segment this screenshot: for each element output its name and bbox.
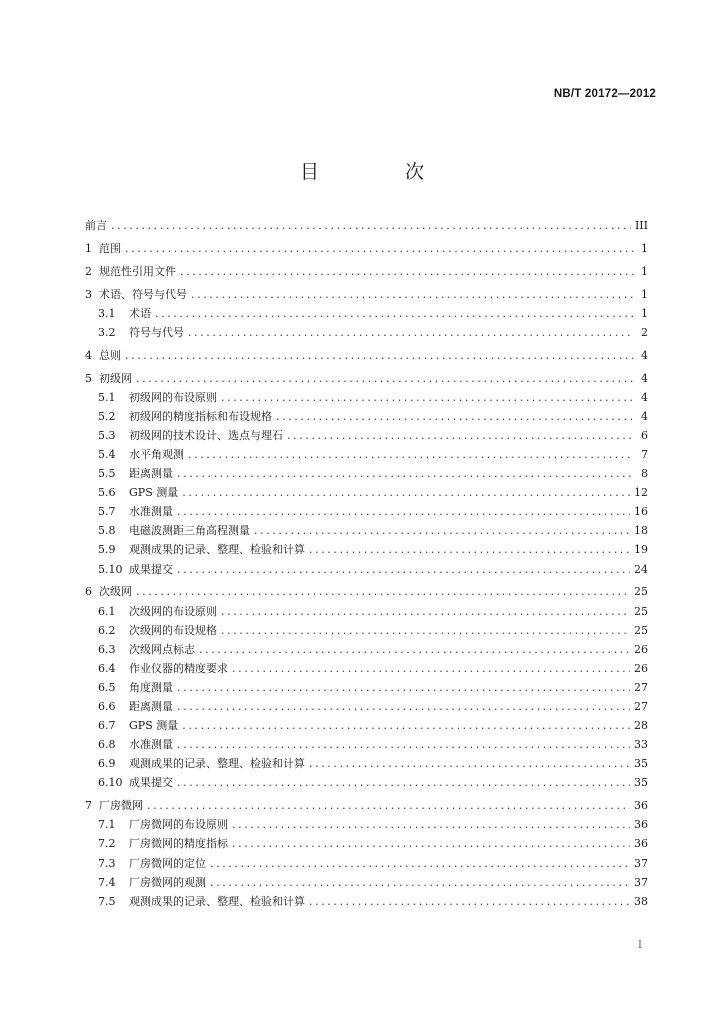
standard-code: NB/T 20172—2012 bbox=[553, 88, 656, 100]
toc-entry[interactable] bbox=[85, 217, 648, 236]
dot-leader bbox=[177, 467, 634, 480]
dot-leader bbox=[182, 719, 630, 732]
dot-leader bbox=[177, 563, 630, 576]
toc-entry-page: 25 bbox=[634, 585, 648, 599]
dot-leader bbox=[136, 585, 630, 598]
toc-entry-page: 38 bbox=[634, 894, 648, 908]
toc-entry-page: 1 bbox=[641, 306, 648, 320]
toc-entry-number: 7.2 bbox=[98, 837, 116, 851]
toc-entry-page: 35 bbox=[634, 776, 648, 790]
dot-leader bbox=[177, 738, 630, 751]
toc-entry[interactable] bbox=[85, 736, 648, 755]
toc-entry-label: 厂房微网的观测 bbox=[129, 875, 206, 889]
toc-entry-page: 4 bbox=[641, 348, 648, 362]
toc-entry-page: 8 bbox=[641, 467, 648, 481]
toc-entry-number: 6.2 bbox=[98, 623, 116, 637]
toc-entry-number: 5.3 bbox=[98, 428, 116, 442]
dot-leader bbox=[136, 372, 634, 385]
toc-entry-page: 26 bbox=[634, 642, 648, 656]
toc-entry-page: 19 bbox=[634, 543, 648, 557]
toc-entry-number: 5.9 bbox=[98, 543, 116, 557]
toc-entry-page: 33 bbox=[634, 738, 648, 752]
toc-entry-label: 观测成果的记录、整理、检验和计算 bbox=[129, 543, 305, 557]
toc-entry-number: 7 bbox=[85, 799, 92, 813]
toc-entry-label: 水准测量 bbox=[129, 738, 173, 752]
toc-entry-label: 术语 bbox=[129, 306, 151, 320]
toc-entry-number: 5.7 bbox=[98, 505, 116, 519]
toc-entry[interactable] bbox=[85, 603, 648, 622]
toc-entry[interactable] bbox=[85, 389, 648, 408]
dot-leader bbox=[177, 505, 630, 518]
toc-entry-page: 28 bbox=[634, 719, 648, 733]
toc-entry-page: 4 bbox=[641, 409, 648, 423]
toc-entry-page: 37 bbox=[634, 875, 648, 889]
dot-leader bbox=[155, 307, 634, 320]
toc-entry-number: 5.4 bbox=[98, 448, 116, 462]
toc-entry-label: 厂房微网的精度指标 bbox=[129, 837, 228, 851]
toc-entry-number: 5.1 bbox=[98, 390, 116, 404]
toc-entry[interactable] bbox=[85, 583, 648, 602]
toc-entry[interactable] bbox=[85, 446, 648, 465]
toc-entry-label: 作业仪器的精度要求 bbox=[129, 661, 228, 675]
toc-entry[interactable] bbox=[85, 816, 648, 835]
dot-leader bbox=[210, 857, 630, 870]
toc-entry-label: 观测成果的记录、整理、检验和计算 bbox=[129, 757, 305, 771]
toc-entry-label: 成果提交 bbox=[129, 776, 173, 790]
toc-entry-number: 7.4 bbox=[98, 875, 116, 889]
toc-entry[interactable] bbox=[85, 561, 648, 580]
toc-entry-number: 6.4 bbox=[98, 661, 116, 675]
toc-entry[interactable] bbox=[85, 774, 648, 793]
toc-entry-page: 4 bbox=[641, 371, 648, 385]
dot-leader bbox=[191, 288, 634, 301]
toc-entry[interactable] bbox=[85, 522, 648, 541]
toc-entry[interactable] bbox=[85, 660, 648, 679]
toc-entry[interactable] bbox=[85, 622, 648, 641]
dot-leader bbox=[177, 776, 630, 789]
toc-entry[interactable] bbox=[85, 679, 648, 698]
toc-entry-number: 6.6 bbox=[98, 700, 116, 714]
toc-entry[interactable] bbox=[85, 755, 648, 774]
toc-entry-label: 距离测量 bbox=[129, 467, 173, 481]
dot-leader bbox=[210, 876, 630, 889]
toc-entry[interactable] bbox=[85, 347, 648, 366]
toc-entry[interactable] bbox=[85, 465, 648, 484]
toc-entry[interactable] bbox=[85, 305, 648, 324]
dot-leader bbox=[111, 219, 631, 232]
toc-entry-page: 36 bbox=[634, 837, 648, 851]
toc-entry-page: 36 bbox=[634, 799, 648, 813]
toc-entry[interactable] bbox=[85, 324, 648, 343]
toc-entry-label: 厂房微网 bbox=[99, 799, 143, 813]
toc-entry-label: 电磁波测距三角高程测量 bbox=[129, 524, 250, 538]
dot-leader bbox=[287, 429, 634, 442]
dot-leader bbox=[125, 349, 634, 362]
dot-leader bbox=[180, 265, 634, 278]
toc-entry-number: 6.9 bbox=[98, 757, 116, 771]
toc-entry-label: 规范性引用文件 bbox=[99, 264, 176, 278]
toc-entry-number: 7.1 bbox=[98, 818, 116, 832]
dot-leader bbox=[309, 895, 630, 908]
toc-entry-label: 厂房微网的定位 bbox=[129, 856, 206, 870]
toc-entry-page: 1 bbox=[641, 241, 648, 255]
toc-entry-page: 16 bbox=[634, 505, 648, 519]
toc-entry-page: 7 bbox=[641, 448, 648, 462]
toc-entry-label: 初级网的精度指标和布设规格 bbox=[129, 409, 272, 423]
toc-entry-number: 6.1 bbox=[98, 604, 116, 618]
toc-entry-page: 27 bbox=[634, 700, 648, 714]
toc-entry-page: 26 bbox=[634, 661, 648, 675]
toc-entry-label: GPS 测量 bbox=[129, 719, 179, 733]
toc-entry-label: 初级网 bbox=[99, 371, 132, 385]
dot-leader bbox=[232, 818, 630, 831]
toc-entry-label: 距离测量 bbox=[129, 700, 173, 714]
toc-entry-page: 36 bbox=[634, 818, 648, 832]
toc-entry-label: 次级网的布设原则 bbox=[129, 604, 217, 618]
dot-leader bbox=[177, 700, 630, 713]
toc-entry-label: 术语、符号与代号 bbox=[99, 287, 187, 301]
toc-entry[interactable] bbox=[85, 408, 648, 427]
toc-entry-label: 次级网点标志 bbox=[129, 642, 195, 656]
toc-entry[interactable] bbox=[85, 286, 648, 305]
toc-entry-page: 1 bbox=[641, 264, 648, 278]
toc-entry-label: 范围 bbox=[99, 241, 121, 255]
toc-entry-label: 次级网的布设规格 bbox=[129, 623, 217, 637]
toc-entry-number: 5.8 bbox=[98, 524, 116, 538]
toc-entry-label: 角度测量 bbox=[129, 680, 173, 694]
toc-entry-number: 6.8 bbox=[98, 738, 116, 752]
toc-entry[interactable] bbox=[85, 541, 648, 560]
toc-entry-page: 27 bbox=[634, 680, 648, 694]
dot-leader bbox=[221, 605, 630, 618]
toc-entry[interactable] bbox=[85, 427, 648, 446]
toc-entry-number: 7.3 bbox=[98, 856, 116, 870]
toc-entry-page: 1 bbox=[641, 287, 648, 301]
toc-entry-number: 7.5 bbox=[98, 894, 116, 908]
toc-entry-number: 3.1 bbox=[98, 306, 116, 320]
toc-entry-number: 5.10 bbox=[98, 562, 123, 576]
toc-entry[interactable] bbox=[85, 893, 648, 912]
dot-leader bbox=[221, 391, 634, 404]
toc-entry-number: 6.10 bbox=[98, 776, 123, 790]
toc-entry[interactable] bbox=[85, 503, 648, 522]
dot-leader bbox=[125, 242, 634, 255]
toc-entry-number: 5.6 bbox=[98, 486, 116, 500]
dot-leader bbox=[232, 662, 630, 675]
toc-entry-label: 符号与代号 bbox=[129, 325, 184, 339]
toc-entry[interactable] bbox=[85, 641, 648, 660]
dot-leader bbox=[182, 486, 630, 499]
toc-entry-page: 18 bbox=[634, 524, 648, 538]
toc-entry-number: 6.5 bbox=[98, 680, 116, 694]
toc-entry-number: 3 bbox=[85, 287, 92, 301]
toc-entry-page: 35 bbox=[634, 757, 648, 771]
toc-entry-number: 6 bbox=[85, 585, 92, 599]
footer-page-number: I bbox=[638, 940, 642, 951]
toc-entry[interactable] bbox=[85, 370, 648, 389]
table-of-contents bbox=[85, 217, 648, 912]
toc-entry-label: GPS 测量 bbox=[129, 486, 179, 500]
toc-entry[interactable] bbox=[85, 855, 648, 874]
toc-entry-number: 1 bbox=[85, 241, 92, 255]
page-title: 目 次 bbox=[299, 161, 465, 183]
toc-entry-page: 24 bbox=[634, 562, 648, 576]
toc-entry-label: 厂房微网的布设原则 bbox=[129, 818, 228, 832]
toc-entry-label: 水准测量 bbox=[129, 505, 173, 519]
toc-entry-number: 5.2 bbox=[98, 409, 116, 423]
dot-leader bbox=[147, 799, 630, 812]
toc-entry-number: 5 bbox=[85, 371, 92, 385]
toc-entry-page: 25 bbox=[634, 604, 648, 618]
dot-leader bbox=[221, 624, 630, 637]
toc-entry-label: 前言 bbox=[85, 219, 107, 232]
toc-entry[interactable] bbox=[85, 263, 648, 282]
toc-entry[interactable] bbox=[85, 797, 648, 816]
toc-entry-label: 初级网的技术设计、选点与埋石 bbox=[129, 428, 283, 442]
toc-entry-number: 2 bbox=[85, 264, 92, 278]
dot-leader bbox=[188, 326, 634, 339]
toc-entry-number: 3.2 bbox=[98, 325, 116, 339]
toc-entry-label: 次级网 bbox=[99, 585, 132, 599]
toc-entry-label: 成果提交 bbox=[129, 562, 173, 576]
toc-entry-page: 12 bbox=[634, 486, 648, 500]
toc-entry[interactable] bbox=[85, 874, 648, 893]
toc-entry[interactable] bbox=[85, 484, 648, 503]
toc-entry-page: 6 bbox=[641, 428, 648, 442]
toc-entry-label: 总则 bbox=[99, 348, 121, 362]
toc-entry-number: 6.3 bbox=[98, 642, 116, 656]
toc-entry-page: 25 bbox=[634, 623, 648, 637]
toc-entry[interactable] bbox=[85, 835, 648, 854]
dot-leader bbox=[276, 410, 634, 423]
dot-leader bbox=[232, 837, 630, 850]
toc-entry-page: 4 bbox=[641, 390, 648, 404]
toc-entry-page: 2 bbox=[641, 325, 648, 339]
toc-entry-number: 5.5 bbox=[98, 467, 116, 481]
toc-entry-label: 水平角观测 bbox=[129, 448, 184, 462]
toc-entry-page: III bbox=[634, 219, 648, 232]
dot-leader bbox=[177, 681, 630, 694]
dot-leader bbox=[309, 543, 630, 556]
toc-entry[interactable] bbox=[85, 717, 648, 736]
dot-leader bbox=[309, 757, 630, 770]
toc-entry-number: 4 bbox=[85, 348, 92, 362]
toc-entry[interactable] bbox=[85, 698, 648, 717]
toc-entry[interactable] bbox=[85, 240, 648, 259]
dot-leader bbox=[254, 524, 630, 537]
toc-entry-number: 6.7 bbox=[98, 719, 116, 733]
toc-entry-label: 初级网的布设原则 bbox=[129, 390, 217, 404]
dot-leader bbox=[199, 643, 630, 656]
toc-entry-label: 观测成果的记录、整理、检验和计算 bbox=[129, 894, 305, 908]
toc-entry-page: 37 bbox=[634, 856, 648, 870]
dot-leader bbox=[188, 448, 634, 461]
